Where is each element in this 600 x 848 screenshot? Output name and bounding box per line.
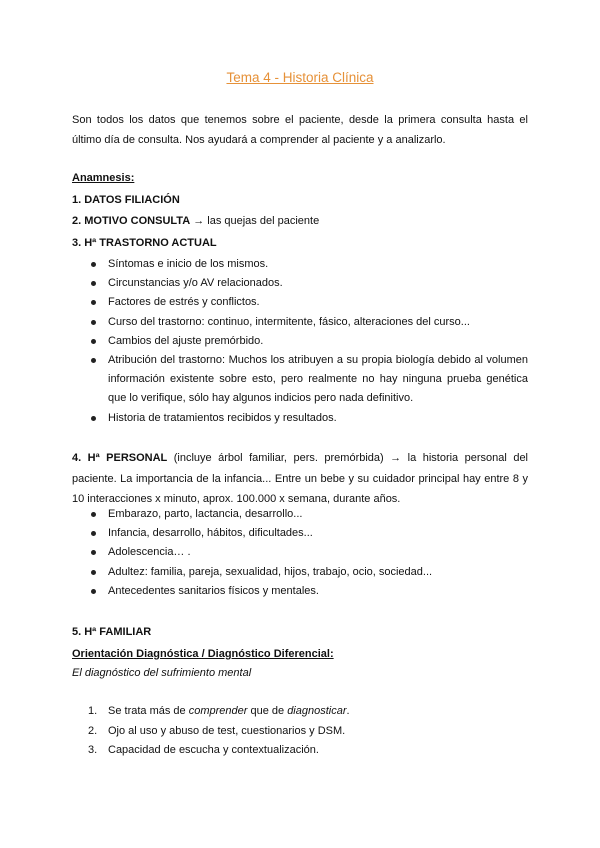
anamnesis-heading: Anamnesis: [72,172,135,184]
list-item: Atribución del trastorno: Muchos los atribuyen a su propia biología debido al volumen información existente sobre esto, pero realmente no hay ninguna prueba genética que lo verifique, sólo hay algunos indicios pero nada definitivo. [72,351,528,409]
historia-personal-list [72,505,528,601]
list-item: Adolescencia… . [72,543,528,562]
section-trastorno-actual: 3. Hª TRASTORNO ACTUAL [72,237,217,249]
list-item: Cambios del ajuste premórbido. [72,332,528,351]
list-item: Infancia, desarrollo, hábitos, dificultades... [72,524,528,543]
section-historia-personal [72,448,528,510]
list-item: Historia de tratamientos recibidos y resultados. [72,409,528,428]
section-historia-familiar: 5. Hª FAMILIAR [72,626,152,638]
orientation-numbered-list [72,702,528,761]
section-motivo-consulta-text: → las quejas del paciente [190,215,320,227]
page-title: Tema 4 - Historia Clínica [226,70,374,85]
list-item: Antecedentes sanitarios físicos y mentales. [72,582,528,601]
list-item: Síntomas e inicio de los mismos. [72,255,528,274]
list-item: Embarazo, parto, lactancia, desarrollo... [72,505,528,524]
list-item: Circunstancias y/o AV relacionados. [72,274,528,293]
orientation-heading: Orientación Diagnóstica / Diagnóstico Diferencial: [72,648,334,660]
list-item: Adultez: familia, pareja, sexualidad, hijos, trabajo, ocio, sociedad... [72,563,528,582]
orientation-subtitle: El diagnóstico del sufrimiento mental [72,667,252,679]
section-datos-filiacion: 1. DATOS FILIACIÓN [72,194,180,206]
numbered-item-1: 1. Se trata más de comprender que de diagnosticar. [88,705,350,717]
section-motivo-consulta-label: 2. MOTIVO CONSULTA [72,215,191,227]
section-motivo-consulta [72,213,319,229]
list-item: Curso del trastorno: continuo, intermitente, fásico, alteraciones del curso... [72,313,528,332]
list-item: Factores de estrés y conflictos. [72,293,528,312]
numbered-item-2: 2. Ojo al uso y abuso de test, cuestionarios y DSM. [88,724,346,737]
section-historia-personal-label: 4. Hª PERSONAL [72,452,168,464]
numbered-item-3: 3. Capacidad de escucha y contextualización. [88,744,319,756]
section-historia-personal-text: (incluye árbol familiar, pers. premórbida) → la historia personal del paciente. La importancia de la infancia... Entre un bebe y su cuidador principal hay entre 8 y 10 interacciones x minuto, aprox. 100.000 x semana, durante años. [72,452,529,505]
intro-paragraph: Son todos los datos que tenemos sobre el paciente, desde la primera consulta hasta el último día de consulta. Nos ayudará a comprender al paciente y a analizarlo. [72,114,528,146]
trastorno-actual-list [72,255,528,428]
